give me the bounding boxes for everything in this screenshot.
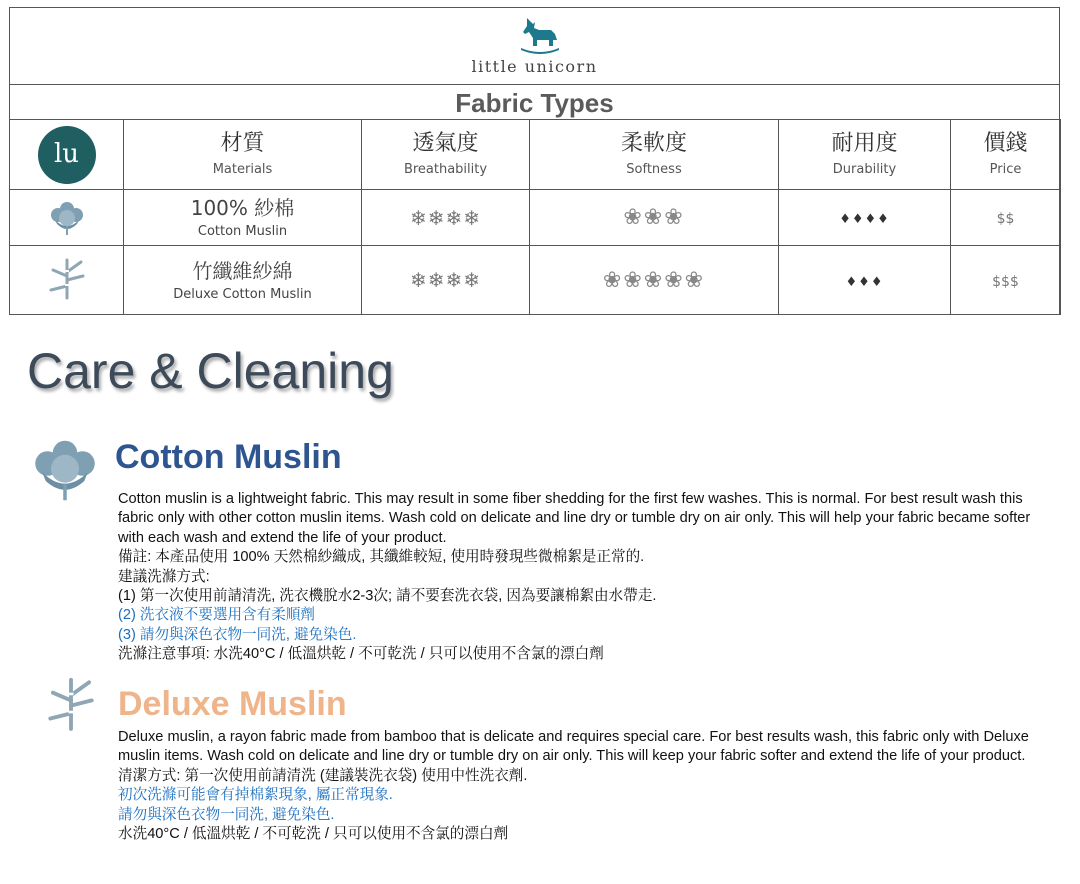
table-header-row — [10, 120, 1061, 190]
bamboo-icon — [43, 254, 91, 302]
softness-rating: ❀❀❀ — [530, 190, 779, 246]
row-icon-cell — [10, 246, 124, 315]
price-cell: $$$ — [951, 246, 1061, 315]
breathability-rating: ❄❄❄❄ — [362, 190, 530, 246]
deluxe-muslin-body: Deluxe muslin, a rayon fabric made from bamboo that is delicate and requires special care. For best results wash, this fabric only with Deluxe muslin items. Wash cold on delicate and line dry or tumble dry on air only. This will keep your fabric softer and extend the life of your product. 清潔方式: 第一次使用前請清洗 (建議裝洗衣袋) 使用中性洗衣劑. 初次洗滌可能會有掉棉絮現象, 屬正常現象. 請勿與深色衣物一同洗, 避免染色. 水洗40°C / 低溫烘乾 / 不可乾洗 / 只可以使用不含氯的漂白劑 — [118, 729, 1029, 843]
brand-name: little unicorn — [471, 57, 598, 76]
table-title: Fabric Types — [455, 88, 614, 118]
header-durability: 耐用度 Durability — [779, 120, 951, 190]
durability-rating: ♦♦♦ — [779, 246, 951, 315]
material-cell: 100% 紗棉 Cotton Muslin — [124, 190, 362, 246]
unicorn-logo-icon — [513, 14, 567, 56]
price-cell: $$ — [951, 190, 1061, 246]
header-breathability: 透氣度 Breathability — [362, 120, 530, 190]
cotton-flower-icon — [30, 432, 100, 502]
brand-header — [10, 8, 1059, 85]
softness-rating: ❀❀❀❀❀ — [530, 246, 779, 315]
breathability-rating: ❄❄❄❄ — [362, 246, 530, 315]
bamboo-icon — [40, 672, 102, 734]
deluxe-muslin-title: Deluxe Muslin — [118, 685, 347, 723]
cotton-muslin-body: Cotton muslin is a lightweight fabric. This may result in some fiber shedding for the first few washes. This is normal. For best result wash this fabric only with other cotton muslin items. Wash cold on delicate and line dry or tumble dry on air only. This will help your fabric became softer with each wash and extend the life of your product. 備註: 本產品使用 100% 天然棉紗織成, 其纖維較短, 使用時發現些微棉絮是正常的. 建議洗滌方式: (1) 第一次使用前請清洗, 洗衣機脫水2-3次; 請不要套洗衣袋, 因為要讓棉絮由水帶走. (2) 洗衣液不要選用含有柔順劑 (3) 請勿與深色衣物一同洗, 避免染色. 洗滌注意事項: 水洗40°C / 低溫烘乾 / 不可乾洗 / 只可以使用不含氯的漂白劑 — [118, 491, 1031, 663]
care-cleaning-heading: Care & Cleaning — [27, 343, 394, 399]
fabric-table — [9, 119, 1061, 315]
table-row — [10, 190, 1061, 246]
lu-badge-icon: lu — [38, 126, 96, 184]
cotton-muslin-title: Cotton Muslin — [115, 438, 342, 476]
badge-cell — [10, 120, 124, 190]
table-row — [10, 246, 1061, 315]
header-softness: 柔軟度 Softness — [530, 120, 779, 190]
header-price: 價錢 Price — [951, 120, 1061, 190]
durability-rating: ♦♦♦♦ — [779, 190, 951, 246]
header-materials: 材質 Materials — [124, 120, 362, 190]
table-title-row — [10, 84, 1059, 120]
material-cell: 竹纖維紗綿 Deluxe Cotton Muslin — [124, 246, 362, 315]
cotton-flower-icon — [47, 196, 87, 236]
fabric-types-panel — [9, 7, 1060, 315]
row-icon-cell — [10, 190, 124, 246]
